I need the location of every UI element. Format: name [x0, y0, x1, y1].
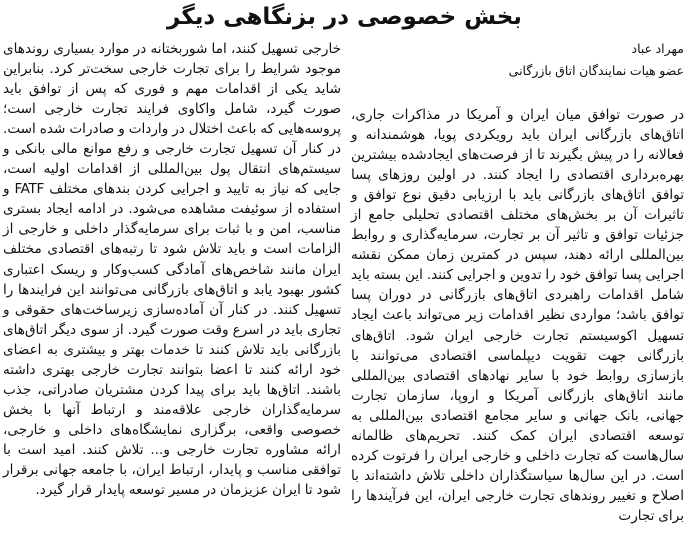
article-column-left — [3, 39, 341, 500]
article-headline: بخش خصوصی در بزنگاهی دیگر — [167, 4, 522, 30]
author-name: مهراد عباد — [631, 41, 684, 56]
column-right-text: در صورت توافق میان ایران و آمریکا در مذاکرات جاری، اتاق‌های بازرگانی ایران باید رویکردی پویا، هوشمندانه و فعالانه را در پیش بگیرند تا از فرصت‌های ایجادشده بیشترین بهره‌برداری اقتصادی را ایجاد کنند. در اولین روزهای پسا توافق اتاق‌های بازرگانی باید با ارزیابی دقیق نوع توافق و تاثیرات آن بر بخش‌های مختلف اقتصادی تحلیلی جامع از جزئیات توافق و تاثیر آن بر تجارت، سرمایه‌گذاری و روابط بین‌المللی ارائه دهند، سپس در کمترین زمان ممکن نقشه اجرایی پسا توافق خود را تدوین و اجرایی کنند. این بسته باید شامل اقدامات راهبردی اتاق‌های بازرگانی در دوران پسا توافق باشد؛ مواردی نظیر اقدامات زیر می‌تواند باعث ایجاد تسهیل اکوسیستم تجارت خارجی ایران شود. اتاق‌های بازرگانی جهت تقویت دیپلماسی اقتصادی می‌توانند با بازسازی روابط خود با سایر نهادهای اقتصادی بین‌المللی مانند اتاق‌های بازرگانی آمریکا و اروپا، سازمان تجارت جهانی، بانک جهانی و سایر مجامع اقتصادی بین‌المللی به توسعه اقتصادی ایران کمک کنند. تحریم‌های ظالمانه سال‌هاست که تجارت داخلی و خارجی ایران را فرتوت کرده است. در این سال‌ها سیاستگذاران داخلی تلاش داشته‌اند با اصلاح و تغییر روندهای تجارت خارجی ایران، این فرآیندها را برای تجارت — [351, 107, 684, 524]
byline-spacer — [351, 82, 684, 105]
author-role: عضو هیات نمایندگان اتاق بازرگانی — [508, 63, 684, 78]
byline — [351, 38, 684, 82]
article-column-right — [351, 38, 684, 526]
column-left-text: خارجی تسهیل کنند، اما شوربختانه در موارد بسیاری روندهای موجود شرایط را برای تجارت خارجی سخت‌تر کرد. بنابراین شاید یکی از اقدامات مهم و فوری که پس از توافق باید صورت گیرد، شامل واکاوی فرایند تجارت خارجی است؛ پروسه‌هایی که باعث اختلال در واردات و صادرات شده است. در کنار آن تسهیل تجارت خارجی و رفع موانع مالی بانکی و سیستم‌های انتقال پول بین‌المللی از اقدامات اولیه است، جایی که نیاز به تایید و اجرایی کردن بندهای مختلف FATF و استفاده از سوئیفت مشاهده می‌شود. در ادامه ایجاد بستری مناسب، امن و با ثبات برای سرمایه‌گذار داخلی و خارجی از الزامات است و باید تلاش شود تا رتبه‌های اقتصادی مختلف ایران مانند شاخص‌های آمادگی کسب‌وکار و ریسک اعتباری کشور بهبود یابد و اتاق‌های بازرگانی می‌توانند این فرایندها را تسهیل کنند. در کنار آن آماده‌سازی زیرساخت‌های حقوقی و تجاری باید در اسرع وقت صورت گیرد. از سوی دیگر اتاق‌های بازرگانی باید تلاش کنند تا خدمات بهتر و بیشتری به اعضای خود ارائه کنند تا اعضا بتوانند تجارت خارجی بهتری داشته باشند. اتاق‌ها باید برای پیدا کردن مشتریان صادراتی، جذب سرمایه‌گذاران خارجی علاقه‌مند و ارتباط آنها با بخش خصوصی واقعی، برگزاری نمایشگاه‌های داخلی و خارجی، ارائه مشاوره تجارت خارجی و... تلاش کنند. امید است با توافقی مناسب و پایدار، ارتباط ایران، با جامعه جهانی برقرار شود تا ایران عزیزمان در مسیر توسعه پایدار قرار گیرد. — [3, 41, 341, 499]
